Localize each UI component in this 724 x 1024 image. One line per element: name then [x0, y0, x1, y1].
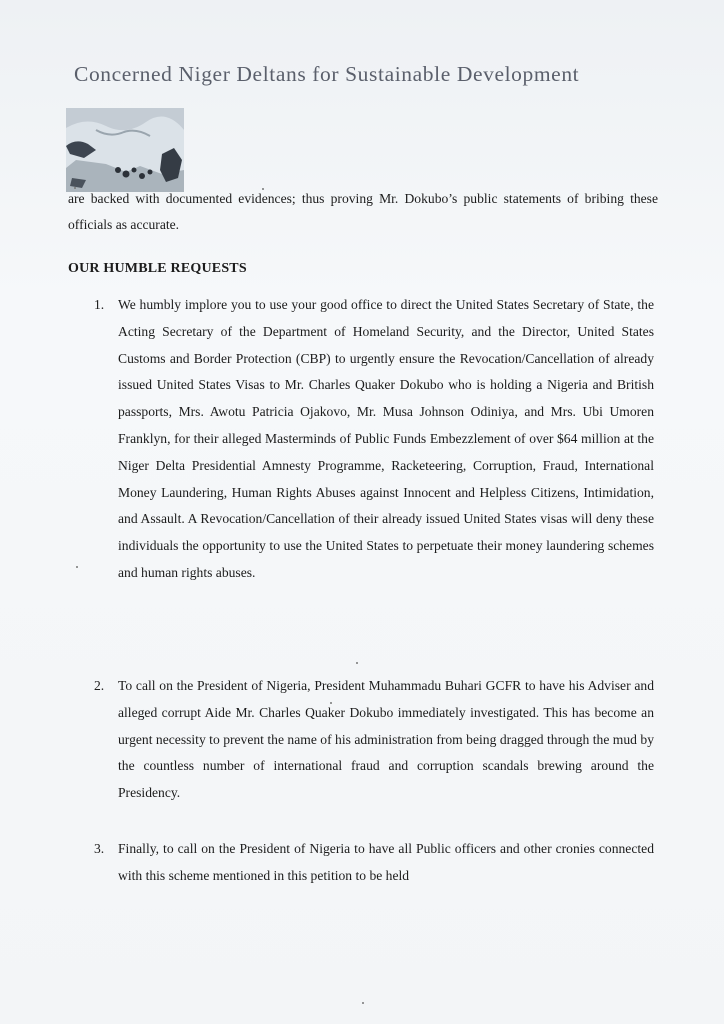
request-number: 3. — [94, 841, 105, 856]
scan-speck — [76, 566, 78, 568]
request-number: 1. — [94, 297, 105, 312]
scan-speck — [262, 188, 264, 190]
request-text: Finally, to call on the President of Nigeria to have all Public officers and other cronies connected with this scheme mentioned in this petition to be held — [118, 841, 654, 883]
requests-heading: OUR HUMBLE REQUESTS — [68, 261, 247, 276]
scan-speck — [330, 702, 332, 704]
intro-paragraph: are backed with documented evidences; thus proving Mr. Dokubo’s public statements of bribing these officials as accurate. — [68, 191, 658, 233]
scan-speck — [362, 1002, 364, 1004]
scan-speck — [74, 187, 76, 189]
request-item — [94, 673, 654, 807]
request-item — [94, 292, 654, 587]
scan-speck — [356, 662, 358, 664]
request-item — [94, 836, 654, 890]
request-text: To call on the President of Nigeria, President Muhammadu Buhari GCFR to have his Adviser and alleged corrupt Aide Mr. Charles Quaker Dokubo immediately investigated. This has become an urgent necessity to prevent the name of his administration from being dragged through the mud by the countless number of international fraud and corruption scandals brewing around the Presidency. — [118, 678, 654, 801]
request-text: We humbly implore you to use your good office to direct the United States Secretary of State, the Acting Secretary of the Department of Homeland Security, and the Director, United States Customs and Border Protection (CBP) to urgently ensure the Revocation/Cancellation of already issued United States Visas to Mr. Charles Quaker Dokubo who is holding a Nigeria and British passports, Mrs. Awotu Patricia Ojakovo, Mr. Musa Johnson Odiniya, and Mrs. Ubi Umoren Franklyn, for their alleged Masterminds of Public Funds Embezzlement of over $64 million at the Niger Delta Presidential Amnesty Programme, Racketeering, Corruption, Fraud, International Money Laundering, Human Rights Abuses against Innocent and Helpless Citizens, Intimidation, and Assault. A Revocation/Cancellation of their already issued United States visas will deny these individuals the opportunity to use the United States to perpetuate their money laundering schemes and human rights abuses. — [118, 297, 654, 580]
letterhead-title: Concerned Niger Deltans for Sustainable Development — [74, 62, 580, 86]
organization-logo-image — [66, 108, 184, 192]
request-number: 2. — [94, 678, 105, 693]
